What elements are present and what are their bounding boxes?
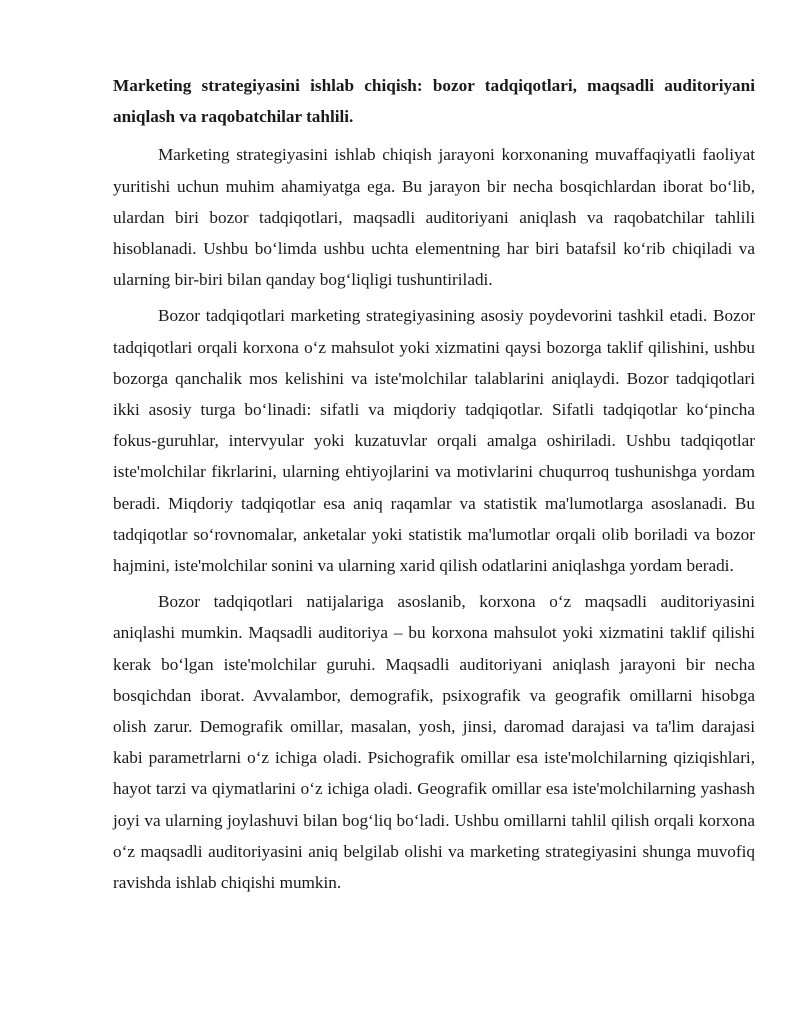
paragraph-1: Marketing strategiyasini ishlab chiqish jarayoni korxonaning muvaffaqiyatli faoliyat yuritishi uchun muhim ahamiyatga ega. Bu jarayon bir necha bosqichlardan iborat bo‘lib, ulardan biri bozor tadqiqotlari, maqsadli auditoriyani aniqlash va raqobatchilar tahlili hisoblanadi. Ushbu bo‘limda ushbu uchta elementning har biri batafsil ko‘rib chiqiladi va ularning bir-biri bilan qanday bog‘liqligi tushuntiriladi. <box>113 145 755 290</box>
document-page <box>113 70 755 903</box>
document-title: Marketing strategiyasini ishlab chiqish: bozor tadqiqotlari, maqsadli auditoriyani aniqlash va raqobatchilar tahlili. <box>113 76 755 127</box>
paragraph-3: Bozor tadqiqotlari natijalariga asoslanib, korxona o‘z maqsadli auditoriyasini aniqlashi mumkin. Maqsadli auditoriya – bu korxona mahsulot yoki xizmatini taklif qilishi kerak bo‘lgan iste'molchilar guruhi. Maqsadli auditoriyani aniqlash jarayoni bir necha bosqichdan iborat. Avvalambor, demografik, psixografik va geografik omillarni hisobga olish zarur. Demografik omillar, masalan, yosh, jinsi, daromad darajasi va ta'lim darajasi kabi parametrlarni o‘z ichiga oladi. Psichografik omillar esa iste'molchilarning qiziqishlari, hayot tarzi va qiymatlarini o‘z ichiga oladi. Geografik omillar esa iste'molchilarning yashash joyi va ularning joylashuvi bilan bog‘liq bo‘ladi. Ushbu omillarni tahlil qilish orqali korxona o‘z maqsadli auditoriyasini aniq belgilab olishi va marketing strategiyasini shunga muvofiq ravishda ishlab chiqishi mumkin. <box>113 592 755 893</box>
paragraph-2: Bozor tadqiqotlari marketing strategiyasining asosiy poydevorini tashkil etadi. Bozor tadqiqotlari orqali korxona o‘z mahsulot yoki xizmatini qaysi bozorga taklif qilishini, ushbu bozorga qanchalik mos kelishini va iste'molchilar talablarini aniqlaydi. Bozor tadqiqotlari ikki asosiy turga bo‘linadi: sifatli va miqdoriy tadqiqotlar. Sifatli tadqiqotlar ko‘pincha fokus-guruhlar, intervyular yoki kuzatuvlar orqali amalga oshiriladi. Ushbu tadqiqotlar iste'molchilar fikrlarini, ularning ehtiyojlarini va motivlarini chuqurroq tushunishga yordam beradi. Miqdoriy tadqiqotlar esa aniq raqamlar va statistik ma'lumotlarga asoslanadi. Bu tadqiqotlar so‘rovnomalar, anketalar yoki statistik ma'lumotlar orqali olib boriladi va bozor hajmini, iste'molchilar sonini va ularning xarid qilish odatlarini aniqlashga yordam beradi. <box>113 306 755 576</box>
